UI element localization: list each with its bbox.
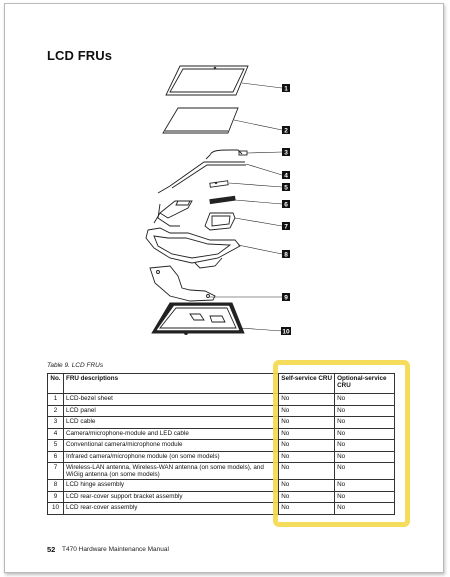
- row-self-service: No: [279, 417, 335, 429]
- header-fru-descriptions: FRU descriptions: [63, 374, 278, 394]
- row-self-service: No: [279, 491, 335, 503]
- svg-text:2: 2: [284, 127, 288, 135]
- row-optional-service: No: [335, 428, 395, 440]
- table-caption: Table 9. LCD FRUs: [47, 362, 104, 369]
- row-optional-service: No: [335, 503, 395, 515]
- callout-6: [282, 200, 290, 208]
- svg-text:10: 10: [282, 328, 290, 336]
- header-optional-service-cru: Optional-service CRU: [335, 374, 395, 394]
- header-no: No.: [48, 374, 64, 394]
- svg-text:8: 8: [284, 251, 288, 259]
- row-self-service: No: [279, 428, 335, 440]
- table-row: [48, 417, 395, 429]
- row-number: 6: [48, 451, 64, 463]
- row-optional-service: No: [335, 417, 395, 429]
- table-row: [48, 503, 395, 515]
- row-number: 9: [48, 491, 64, 503]
- row-description: Camera/microphone-module and LED cable: [63, 428, 278, 440]
- part-7-antennas: [154, 201, 235, 230]
- row-optional-service: No: [335, 480, 395, 492]
- table-row: [48, 428, 395, 440]
- row-self-service: No: [279, 451, 335, 463]
- callout-7: [282, 222, 290, 230]
- table-row: [48, 491, 395, 503]
- row-number: 8: [48, 480, 64, 492]
- row-self-service: No: [279, 440, 335, 452]
- row-description: LCD panel: [63, 405, 278, 417]
- row-self-service: No: [279, 405, 335, 417]
- callout-5: [282, 183, 290, 191]
- row-optional-service: No: [335, 451, 395, 463]
- exploded-view-diagram: [130, 58, 320, 358]
- svg-text:1: 1: [284, 85, 288, 93]
- row-optional-service: No: [335, 394, 395, 406]
- page-number: 52: [47, 545, 56, 554]
- table-row: [48, 451, 395, 463]
- part-2-panel: [163, 108, 238, 133]
- row-number: 7: [48, 463, 64, 480]
- row-self-service: No: [279, 463, 335, 480]
- header-self-service-cru: Self-service CRU: [279, 374, 335, 394]
- part-6-ir-camera: [210, 196, 235, 203]
- manual-title: T470 Hardware Maintenance Manual: [62, 546, 169, 553]
- row-description: LCD cable: [63, 417, 278, 429]
- row-number: 10: [48, 503, 64, 515]
- row-optional-service: No: [335, 440, 395, 452]
- table-row: [48, 440, 395, 452]
- row-number: 4: [48, 428, 64, 440]
- row-description: LCD-bezel sheet: [63, 394, 278, 406]
- row-description: Conventional camera/microphone module: [63, 440, 278, 452]
- part-1-bezel: [166, 66, 248, 95]
- row-self-service: No: [279, 480, 335, 492]
- row-description: LCD rear-cover assembly: [63, 503, 278, 515]
- fru-table: [47, 373, 395, 515]
- table-row: [48, 405, 395, 417]
- row-description: LCD hinge assembly: [63, 480, 278, 492]
- row-number: 5: [48, 440, 64, 452]
- table-row: [48, 480, 395, 492]
- row-number: 1: [48, 394, 64, 406]
- row-description: Wireless-LAN antenna, Wireless-WAN antenna (on some models), and WiGig antenna (on some models): [63, 463, 278, 480]
- row-optional-service: No: [335, 491, 395, 503]
- part-10-rear-cover: [152, 303, 244, 335]
- row-description: LCD rear-cover support bracket assembly: [63, 491, 278, 503]
- row-number: 2: [48, 405, 64, 417]
- callout-2: [282, 126, 290, 134]
- part-5-camera: [210, 181, 228, 187]
- svg-text:3: 3: [284, 149, 288, 157]
- table-header-row: [48, 374, 395, 394]
- part-4-led-cable: [158, 162, 246, 193]
- part-9-bracket: [150, 266, 215, 301]
- part-8-hinge: [146, 228, 240, 268]
- svg-text:5: 5: [284, 184, 288, 192]
- svg-text:6: 6: [284, 201, 288, 209]
- row-description: Infrared camera/microphone module (on some models): [63, 451, 278, 463]
- callout-8: [282, 250, 290, 258]
- svg-text:7: 7: [284, 223, 288, 231]
- callout-4: [282, 171, 290, 179]
- row-self-service: No: [279, 503, 335, 515]
- row-number: 3: [48, 417, 64, 429]
- row-optional-service: No: [335, 463, 395, 480]
- callout-3: [282, 148, 290, 156]
- svg-text:9: 9: [284, 294, 288, 302]
- table-row: [48, 463, 395, 480]
- callout-9: [282, 293, 290, 301]
- svg-text:4: 4: [284, 172, 288, 180]
- part-3-cable: [206, 150, 247, 159]
- table-row: [48, 394, 395, 406]
- callout-10: [281, 327, 291, 335]
- callout-1: [282, 84, 290, 92]
- row-optional-service: No: [335, 405, 395, 417]
- page-title: LCD FRUs: [47, 48, 113, 63]
- row-self-service: No: [279, 394, 335, 406]
